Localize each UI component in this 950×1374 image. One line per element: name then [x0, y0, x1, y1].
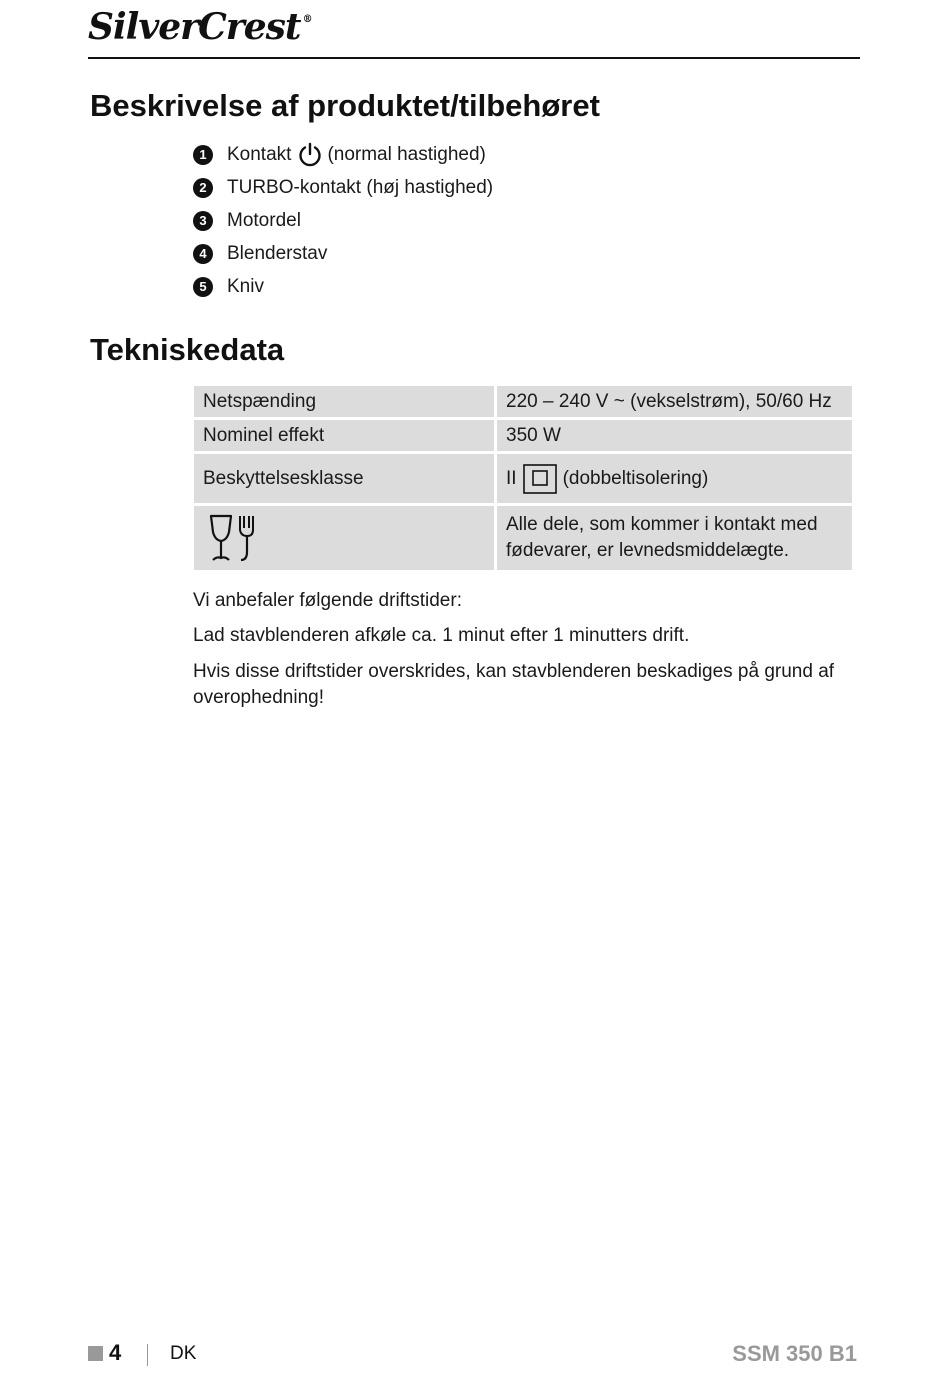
part-label: Kontakt — [227, 143, 292, 165]
spec-value: 220 – 240 V ~ (vekselstrøm), 50/60 Hz — [497, 386, 852, 417]
spec-label-cell — [194, 506, 494, 570]
brand-name: SilverCrest — [88, 6, 301, 48]
spec-value-cell — [497, 454, 852, 503]
language-code: DK — [170, 1343, 197, 1364]
part-item-5 — [193, 270, 493, 303]
header-rule — [88, 57, 860, 59]
part-label: Motordel — [227, 209, 301, 231]
part-list — [193, 138, 493, 303]
table-row — [194, 420, 852, 451]
spec-label: Netspænding — [194, 386, 494, 417]
part-item-1 — [193, 138, 493, 171]
part-item-4 — [193, 237, 493, 270]
model-number: SSM 350 B1 — [732, 1341, 857, 1366]
part-label: Blenderstav — [227, 242, 328, 264]
table-row — [194, 454, 852, 503]
spec-value: 350 W — [497, 420, 852, 451]
overheating-warning: Hvis disse driftstider overskrides, kan stavblenderen beskadiges på grund af overophedning! — [193, 661, 835, 708]
cooling-instruction: Lad stavblenderen afkøle ca. 1 minut efter 1 minutters drift. — [193, 625, 690, 646]
part-item-3 — [193, 204, 493, 237]
part-number-badge: 5 — [193, 277, 213, 297]
spec-label: Beskyttelsesklasse — [194, 454, 494, 503]
table-row — [194, 386, 852, 417]
registered-mark: ® — [302, 14, 312, 25]
food-safe-icon — [207, 512, 255, 564]
operating-times-intro: Vi anbefaler følgende driftstider: — [193, 590, 462, 611]
protection-class-numeral: II — [506, 467, 517, 489]
tech-data-heading: Tekniskedata — [90, 332, 285, 367]
page-number: 4 — [109, 1340, 122, 1365]
tech-data-table — [191, 383, 855, 573]
part-label: Kniv — [227, 275, 264, 297]
footer-divider — [147, 1344, 148, 1366]
power-icon — [297, 142, 323, 168]
spec-value-line: Alle dele, som kommer i kontakt med — [506, 514, 818, 535]
part-label-suffix: (normal hastighed) — [327, 143, 486, 165]
brand-logo — [88, 6, 312, 48]
description-heading: Beskrivelse af produktet/tilbehøret — [90, 88, 600, 123]
spec-value-line: fødevarer, er levnedsmiddelægte. — [506, 540, 790, 561]
part-number-badge: 3 — [193, 211, 213, 231]
part-number-badge: 4 — [193, 244, 213, 264]
part-label: TURBO-kontakt (høj hastighed) — [227, 176, 494, 198]
table-row — [194, 506, 852, 570]
part-number-badge: 2 — [193, 178, 213, 198]
part-item-2 — [193, 171, 493, 204]
spec-label: Nominel effekt — [194, 420, 494, 451]
spec-value-cell — [497, 506, 852, 570]
spec-value: (dobbeltisolering) — [562, 467, 709, 489]
double-insulation-icon — [523, 464, 557, 494]
part-number-badge: 1 — [193, 145, 213, 165]
footer-marker — [88, 1346, 103, 1361]
